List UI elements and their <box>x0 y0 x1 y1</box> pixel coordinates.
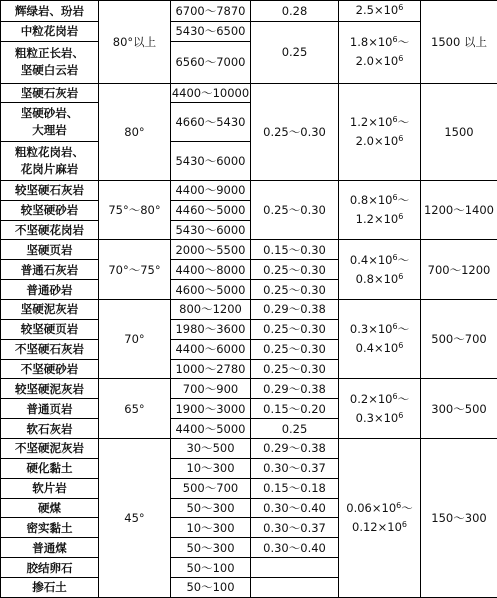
wave-velocity-cell: 4400～6000 <box>171 339 251 359</box>
wave-velocity-cell: 10～300 <box>171 458 251 478</box>
wave-velocity-cell: 700～900 <box>171 379 251 399</box>
table-row <box>1 83 497 103</box>
wave-velocity-cell: 50～300 <box>171 498 251 518</box>
rating-cell: 1500 以上 <box>421 1 497 84</box>
poisson-cell: 0.28 <box>251 1 339 22</box>
rock-name: 较坚硬泥灰岩 <box>1 379 99 399</box>
poisson-cell: 0.30～0.37 <box>251 458 339 478</box>
rock-name: 普通煤 <box>1 538 99 558</box>
poisson-cell: 0.25～0.30 <box>251 83 339 180</box>
poisson-cell: 0.25～0.30 <box>251 319 339 339</box>
angle-cell: 75°～80° <box>99 180 171 240</box>
poisson-cell: 0.25～0.30 <box>251 280 339 300</box>
poisson-cell: 0.30～0.40 <box>251 498 339 518</box>
poisson-cell: 0.29～0.38 <box>251 438 339 458</box>
poisson-cell <box>251 577 339 597</box>
poisson-cell: 0.29～0.38 <box>251 299 339 319</box>
angle-cell: 70° <box>99 299 171 378</box>
wave-velocity-cell: 1900～3000 <box>171 399 251 419</box>
coefficient-cell: $0.4\times 10^6\sim$ $0.8\times 10^6$ <box>339 240 421 300</box>
poisson-cell: 0.30～0.40 <box>251 538 339 558</box>
wave-velocity-cell: 5430～6500 <box>171 21 251 41</box>
poisson-cell: 0.29～0.38 <box>251 379 339 399</box>
wave-velocity-cell: 1000～2780 <box>171 359 251 379</box>
poisson-cell: 0.15～0.20 <box>251 399 339 419</box>
poisson-cell: 0.25～0.30 <box>251 260 339 280</box>
rock-name: 普通砂岩 <box>1 280 99 300</box>
wave-velocity-cell: 5430～6000 <box>171 220 251 240</box>
rock-name: 辉绿岩、玢岩 <box>1 1 99 22</box>
coefficient-cell: $0.2\times 10^6\sim$ $0.3\times 10^6$ <box>339 379 421 439</box>
table-row <box>1 438 497 458</box>
coefficient-cell: $0.8\times 10^6\sim$ $1.2\times 10^6$ <box>339 180 421 240</box>
wave-velocity-cell: 500～700 <box>171 478 251 498</box>
rock-name: 坚硬石灰岩 <box>1 83 99 103</box>
poisson-cell: 0.25 <box>251 419 339 439</box>
coefficient-cell: $0.3\times 10^6\sim$ $0.4\times 10^6$ <box>339 299 421 378</box>
poisson-cell: 0.15～0.18 <box>251 478 339 498</box>
wave-velocity-cell: 800～1200 <box>171 299 251 319</box>
poisson-cell: 0.25 <box>251 21 339 83</box>
rock-name: 普通石灰岩 <box>1 260 99 280</box>
coefficient-cell: $0.06\times 10^6\sim$ $0.12\times 10^6$ <box>339 438 421 597</box>
table-row <box>1 240 497 260</box>
coefficient-cell: $1.8\times 10^6\sim$ $2.0\times 10^6$ <box>339 21 421 83</box>
wave-velocity-cell: 50～100 <box>171 558 251 578</box>
wave-velocity-cell: 4460～5000 <box>171 200 251 220</box>
poisson-cell: 0.15～0.30 <box>251 240 339 260</box>
rock-name: 胶结卵石 <box>1 558 99 578</box>
angle-cell: 65° <box>99 379 171 439</box>
coefficient-cell: $2.5\times 10^6$ <box>339 1 421 22</box>
wave-velocity-cell: 4400～8000 <box>171 260 251 280</box>
wave-velocity-cell: 1980～3600 <box>171 319 251 339</box>
poisson-cell: 0.25～0.30 <box>251 180 339 240</box>
wave-velocity-cell: 5430～6000 <box>171 142 251 181</box>
rock-name: 硬化黏土 <box>1 458 99 478</box>
angle-cell: 80°以上 <box>99 1 171 84</box>
rock-name: 不坚硬砂岩 <box>1 359 99 379</box>
angle-cell: 80° <box>99 83 171 180</box>
table-row <box>1 1 497 22</box>
rock-name: 粗粒正长岩、 坚硬白云岩 <box>1 41 99 83</box>
wave-velocity-cell: 2000～5500 <box>171 240 251 260</box>
rock-name: 坚硬砂岩、 大理岩 <box>1 103 99 142</box>
rock-name: 较坚硬页岩 <box>1 319 99 339</box>
table-row <box>1 180 497 200</box>
rock-name: 软片岩 <box>1 478 99 498</box>
poisson-cell <box>251 558 339 578</box>
table-row <box>1 299 497 319</box>
angle-cell: 70°～75° <box>99 240 171 300</box>
wave-velocity-cell: 4400～9000 <box>171 180 251 200</box>
wave-velocity-cell: 6560～7000 <box>171 41 251 83</box>
rating-cell: 700～1200 <box>421 240 497 300</box>
coefficient-cell: $1.2\times 10^6\sim$ $2.0\times 10^6$ <box>339 83 421 180</box>
poisson-cell: 0.25～0.30 <box>251 359 339 379</box>
wave-velocity-cell: 10～300 <box>171 518 251 538</box>
rating-cell: 1200～1400 <box>421 180 497 240</box>
angle-cell: 45° <box>99 438 171 597</box>
rock-name: 粗粒花岗岩、 花岗片麻岩 <box>1 142 99 181</box>
rock-name: 软石灰岩 <box>1 419 99 439</box>
rock-name: 掺石土 <box>1 577 99 597</box>
wave-velocity-cell: 50～300 <box>171 538 251 558</box>
rock-name: 不坚硬石灰岩 <box>1 339 99 359</box>
rock-name: 普通页岩 <box>1 399 99 419</box>
table-row <box>1 379 497 399</box>
wave-velocity-cell: 30～500 <box>171 438 251 458</box>
rock-name: 不坚硬花岗岩 <box>1 220 99 240</box>
wave-velocity-cell: 4600～5000 <box>171 280 251 300</box>
wave-velocity-cell: 4660～5430 <box>171 103 251 142</box>
rock-name: 坚硬泥灰岩 <box>1 299 99 319</box>
rock-name: 不坚硬泥灰岩 <box>1 438 99 458</box>
rock-name: 较坚硬砂岩 <box>1 200 99 220</box>
poisson-cell: 0.25～0.30 <box>251 339 339 359</box>
rating-cell: 500～700 <box>421 299 497 378</box>
rock-name: 密实黏土 <box>1 518 99 538</box>
table-body <box>1 1 497 598</box>
rock-name: 坚硬页岩 <box>1 240 99 260</box>
rock-name: 较坚硬石灰岩 <box>1 180 99 200</box>
rating-cell: 150～300 <box>421 438 497 597</box>
rock-name: 中粒花岗岩 <box>1 21 99 41</box>
rating-cell: 1500 <box>421 83 497 180</box>
poisson-cell: 0.30～0.37 <box>251 518 339 538</box>
rating-cell: 300～500 <box>421 379 497 439</box>
wave-velocity-cell: 6700～7870 <box>171 1 251 22</box>
wave-velocity-cell: 50～100 <box>171 577 251 597</box>
rock-name: 硬煤 <box>1 498 99 518</box>
wave-velocity-cell: 4400～10000 <box>171 83 251 103</box>
wave-velocity-cell: 4400～5000 <box>171 419 251 439</box>
